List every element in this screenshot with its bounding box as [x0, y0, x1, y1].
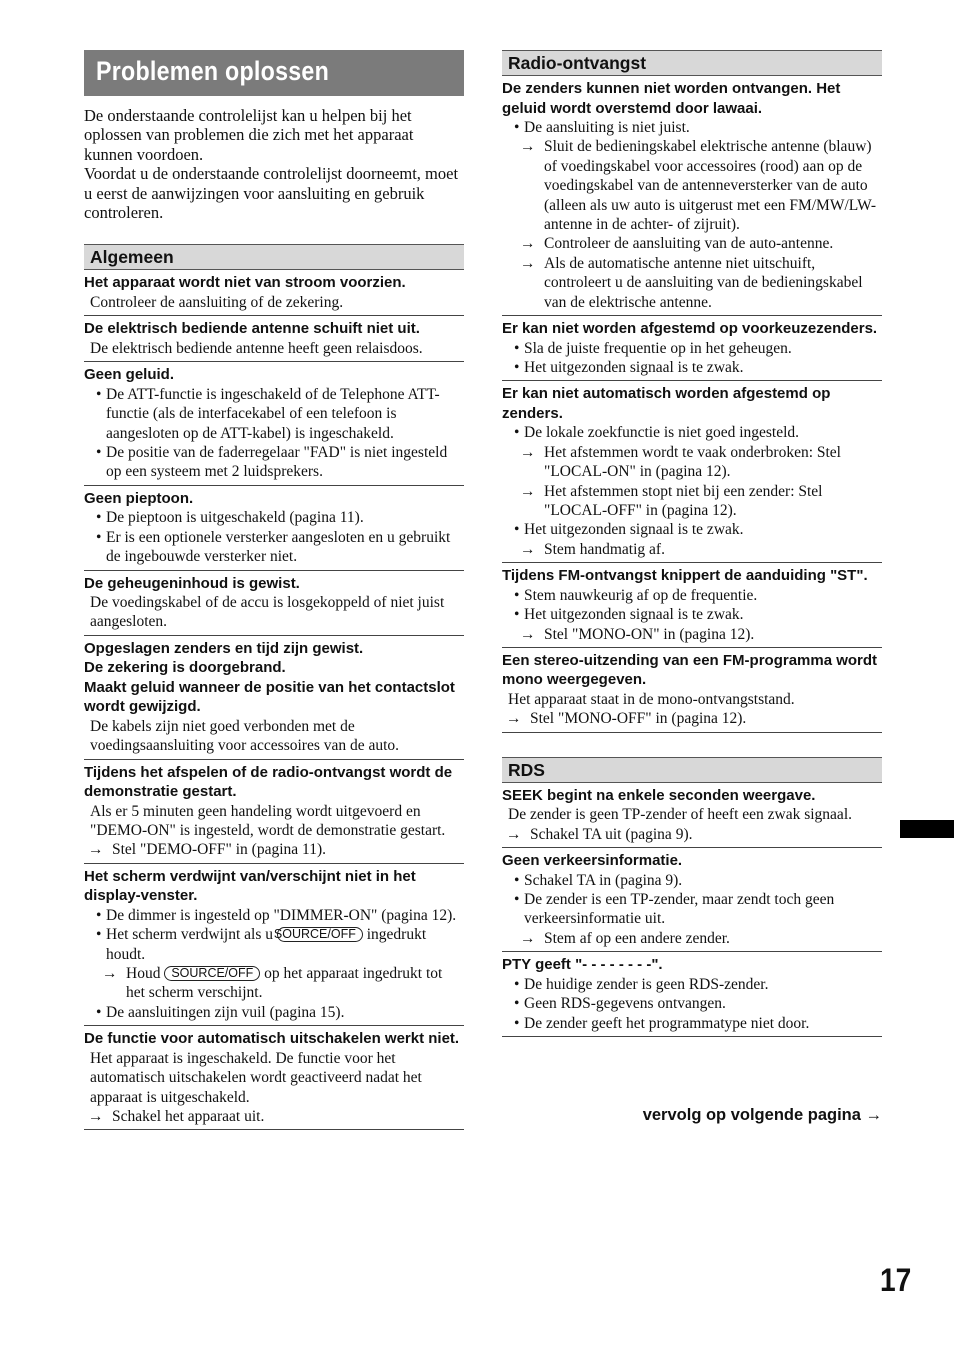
trouble-entry [502, 563, 882, 648]
trouble-entry [502, 952, 882, 1037]
problem-heading: De functie voor automatisch uitschakelen werkt niet. [84, 1030, 460, 1048]
page-number: 17 [880, 1262, 912, 1298]
continue-note: vervolg op volgende pagina → [642, 1106, 882, 1124]
cause-bullet: • De zender geeft het programmatype niet door. [508, 1014, 882, 1033]
problem-heading: Geen geluid. [84, 366, 175, 384]
trouble-entry [84, 316, 464, 362]
cause-bullet: • De huidige zender is geen RDS-zender. [508, 975, 882, 994]
cause-bullet: • De pieptoon is uitgeschakeld (pagina 11). [90, 508, 464, 527]
remedy-line [502, 709, 882, 728]
remedy-line [502, 540, 882, 559]
problem-heading: Maakt geluid wanneer de positie van het contactslot wordt gewijzigd. [84, 678, 455, 716]
cause-bullet: • De zender is een TP-zender, maar zendt toch geen verkeersinformatie uit. [508, 890, 882, 929]
remedy-line [502, 234, 882, 253]
remedy-text: Schakel het apparaat uit. [112, 1108, 265, 1125]
cause-bullet: • De aansluiting is niet juist. [508, 118, 882, 137]
problem-heading: Opgeslagen zenders en tijd zijn gewist. [84, 639, 364, 657]
remedy-line [502, 137, 882, 234]
remedy-line [502, 625, 882, 644]
remedy-text: Het afstemmen stopt niet bij een zender: Stel "LOCAL-OFF" in (pagina 12). [544, 482, 823, 519]
cause-text: Het apparaat is ingeschakeld. De functie voor het automatisch uitschakelen wordt geactiveerd nadat het apparaat is uitgeschakeld. [90, 1049, 422, 1106]
remedy-text: Stel "MONO-ON" in (pagina 12). [544, 625, 755, 643]
remedy-text: Het afstemmen wordt te vaak onderbroken: Stel "LOCAL-ON" in (pagina 12). [544, 443, 841, 481]
remedy-text: Controleer de aansluiting van de auto-antenne. [544, 235, 834, 253]
page-title-bar [84, 50, 464, 96]
remedy-text: Stem af op een andere zender. [544, 929, 730, 947]
remedy-line [502, 482, 882, 521]
cause-text: De elektrisch bediende antenne heeft geen relaisdoos. [90, 339, 423, 357]
problem-heading: Er kan niet worden afgestemd op voorkeuzezenders. [502, 320, 878, 338]
cause-bullet: • Er is een optionele versterker aangesloten en u gebruikt de ingebouwde versterker niet. [90, 528, 464, 567]
problem-heading: Het apparaat wordt niet van stroom voorzien. [84, 274, 406, 292]
cause-text: Als er 5 minuten geen handeling wordt uitgevoerd en "DEMO-ON" is ingesteld, wordt de demonstratie gestart. [90, 802, 446, 840]
remedy-line [84, 964, 464, 1003]
cause-bullet: • Geen RDS-gegevens ontvangen. [508, 994, 882, 1013]
cause-text: Het apparaat staat in de mono-ontvangststand. [508, 690, 795, 708]
arrow-right-icon: → [520, 482, 536, 500]
trouble-entry [84, 362, 464, 486]
remedy-line [84, 1107, 464, 1126]
remedy-line [502, 443, 882, 482]
cause-text: De zender is geen TP-zender of heeft een zwak signaal. [508, 806, 852, 824]
section-rds [502, 757, 882, 1037]
section-heading: RDS [502, 757, 882, 783]
side-index-tab [900, 820, 954, 838]
arrow-right-icon: → [520, 929, 536, 947]
cause-bullet: • Het uitgezonden signaal is te zwak. [508, 358, 882, 377]
remedy-line [84, 840, 464, 859]
cause-bullet: • Het uitgezonden signaal is te zwak. [508, 520, 882, 539]
trouble-entry [502, 76, 882, 316]
arrow-right-icon: → [520, 625, 536, 643]
cause-text: De voedingskabel of de accu is losgekoppeld of niet juist aangesloten. [90, 594, 445, 631]
intro-text [84, 106, 464, 222]
problem-heading: De geheugeninhoud is gewist. [84, 574, 300, 592]
problem-heading: De zekering is doorgebrand. [84, 659, 286, 677]
trouble-entry [84, 270, 464, 316]
cause-bullet [90, 925, 464, 964]
page-title: Problemen oplossen [96, 56, 330, 86]
cause-bullet: • De ATT-functie is ingeschakeld of de Telephone ATT-functie (als de interfacekabel of een telefoon is aangesloten op de ATT-kabel) is ingeschakeld. [90, 385, 464, 443]
problem-heading: Een stereo-uitzending van een FM-programma wordt mono weergegeven. [502, 651, 878, 689]
trouble-entry [84, 864, 464, 1026]
trouble-entry [502, 316, 882, 381]
cause-bullet: • De dimmer is ingesteld op "DIMMER-ON" (pagina 12). [90, 906, 464, 925]
section-radio-ontvangst [502, 50, 882, 733]
source-off-key: SOURCE/OFF [164, 966, 260, 981]
section-heading: Algemeen [84, 244, 464, 270]
problem-heading: Het scherm verdwijnt van/verschijnt niet in het display-venster. [84, 867, 416, 905]
cause-bullet: • Schakel TA in (pagina 9). [508, 871, 882, 890]
problem-heading: Tijdens het afspelen of de radio-ontvangst wordt de demonstratie gestart. [84, 763, 453, 801]
problem-heading: SEEK begint na enkele seconden weergave. [502, 786, 816, 804]
remedy-text: Als de automatische antenne niet uitschuift, controleert u de aansluiting van de bedieningskabel van de elektrische antenne. [544, 254, 863, 311]
remedy-line [502, 929, 882, 948]
arrow-right-icon: → [520, 138, 536, 156]
section-heading: Radio-ontvangst [502, 50, 882, 76]
intro-paragraph: De onderstaande controlelijst kan u helpen bij het oplossen van problemen die zich met het apparaat kunnen voordoen. [84, 106, 414, 164]
arrow-right-icon: → [88, 1108, 104, 1125]
intro-paragraph: Voordat u de onderstaande controlelijst doorneemt, moet u eerst de aanwijzingen voor aansluiting en gebruik controleren. [84, 164, 459, 223]
arrow-right-icon: → [520, 540, 536, 558]
cause-bullet: • De lokale zoekfunctie is niet goed ingesteld. [508, 423, 882, 442]
remedy-text: Houd [126, 965, 161, 983]
trouble-entry [502, 648, 882, 733]
arrow-right-icon: → [520, 235, 536, 253]
arrow-right-icon: → [520, 443, 536, 461]
cause-text: De kabels zijn niet goed verbonden met de voedingsaansluiting voor accessoires van de auto. [90, 717, 400, 755]
arrow-right-icon: → [506, 710, 522, 728]
cause-bullet: • De positie van de faderregelaar "FAD" is niet ingesteld op een systeem met 2 luidsprekers. [90, 443, 464, 482]
remedy-text: Schakel TA uit (pagina 9). [530, 825, 693, 843]
cause-text: Controleer de aansluiting of de zekering. [90, 293, 344, 311]
cause-text: Het scherm verdwijnt als u [106, 926, 274, 944]
section-algemeen [84, 244, 464, 1130]
cause-bullet: • De aansluitingen zijn vuil (pagina 15). [90, 1003, 464, 1022]
remedy-text: Stem handmatig af. [544, 540, 665, 558]
right-column [502, 50, 882, 1037]
cause-bullet: • Sla de juiste frequentie op in het geheugen. [508, 339, 882, 358]
trouble-entry [84, 1026, 464, 1130]
remedy-text: op het apparaat ingedrukt tot het scherm verschijnt. [126, 965, 443, 1002]
remedy-line [502, 254, 882, 312]
cause-bullet: • Stem nauwkeurig af op de frequentie. [508, 586, 882, 605]
trouble-entry [84, 760, 464, 864]
remedy-text: Sluit de bedieningskabel elektrische antenne (blauw) of voedingskabel voor accessoires (rood) aan op de voedingskabel van de antenneversterker van de auto (alleen als uw auto is uitgerust met een FM/MW/LW-antenne in de achter- of zijruit). [544, 138, 877, 234]
trouble-entry [84, 571, 464, 636]
trouble-entry [502, 848, 882, 952]
remedy-line [502, 825, 882, 844]
left-column [84, 50, 464, 1130]
trouble-entry [84, 636, 464, 760]
trouble-entry [84, 486, 464, 571]
problem-heading: De elektrisch bediende antenne schuift niet uit. [84, 320, 420, 338]
source-off-key: SOURCE/OFF [277, 927, 363, 942]
cause-text: ingedrukt houdt. [106, 926, 427, 963]
arrow-right-icon: → [506, 825, 522, 843]
problem-heading: Tijdens FM-ontvangst knippert de aanduiding "ST". [502, 567, 868, 585]
trouble-entry [502, 783, 882, 848]
remedy-text: Stel "MONO-OFF" in (pagina 12). [530, 710, 747, 728]
arrow-right-icon: → [102, 965, 118, 983]
arrow-right-icon: → [520, 254, 536, 272]
problem-heading: De zenders kunnen niet worden ontvangen. Het geluid wordt overstemd door lawaai. [502, 80, 841, 117]
remedy-text: Stel "DEMO-OFF" in (pagina 11). [112, 841, 326, 859]
problem-heading: Er kan niet automatisch worden afgestemd op zenders. [502, 385, 831, 422]
arrow-right-icon: → [88, 841, 104, 859]
cause-bullet: • Het uitgezonden signaal is te zwak. [508, 605, 882, 624]
problem-heading: Geen pieptoon. [84, 489, 194, 507]
problem-heading: Geen verkeersinformatie. [502, 852, 683, 870]
problem-heading: PTY geeft "- - - - - - - -". [502, 956, 663, 974]
trouble-entry [502, 381, 882, 563]
